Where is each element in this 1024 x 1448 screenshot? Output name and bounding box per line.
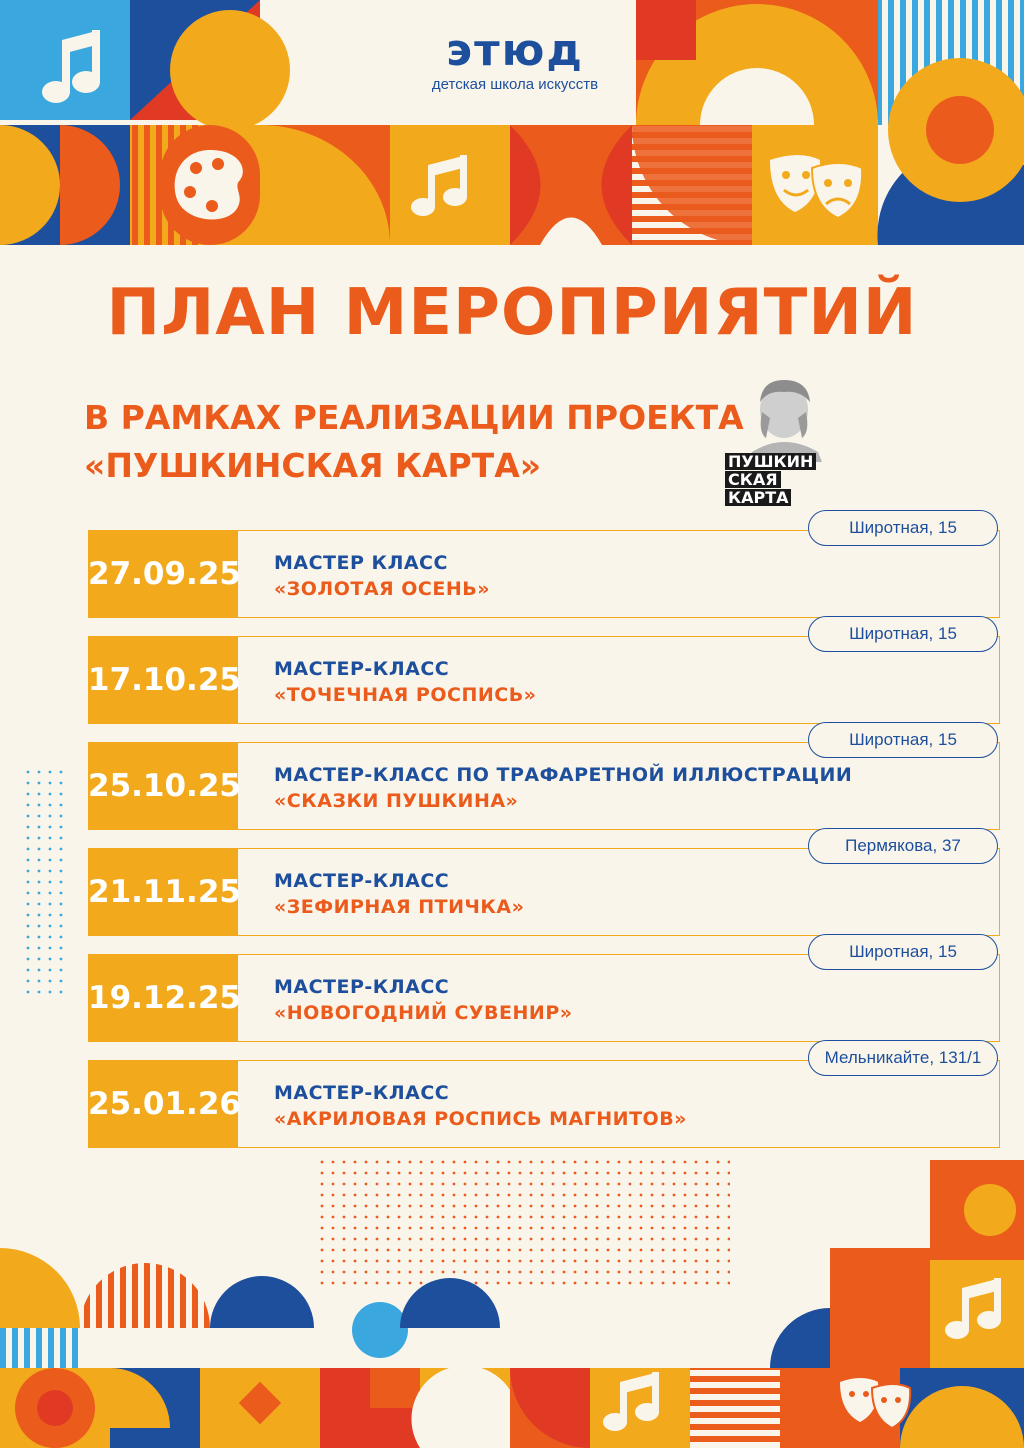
event-date: 27.09.25 [88, 530, 238, 618]
event-date: 19.12.25 [88, 954, 238, 1042]
event-row [88, 624, 1000, 724]
event-type: МАСТЕР-КЛАСС [274, 976, 450, 998]
event-type: МАСТЕР-КЛАСС [274, 658, 450, 680]
subtitle-line-1: В РАМКАХ РЕАЛИЗАЦИИ ПРОЕКТА [84, 398, 744, 437]
subtitle-line-2: «ПУШКИНСКАЯ КАРТА» [84, 446, 542, 485]
event-name: «СКАЗКИ ПУШКИНА» [274, 790, 519, 812]
pushkin-card-line-2: СКАЯ [725, 471, 781, 488]
event-row [88, 518, 1000, 618]
event-name: «ТОЧЕЧНАЯ РОСПИСЬ» [274, 684, 537, 706]
school-logo [400, 25, 630, 93]
event-type: МАСТЕР-КЛАСС ПО ТРАФАРЕТНОЙ ИЛЛЮСТРАЦИИ [274, 764, 853, 786]
logo-subtitle: детская школа искусств [431, 76, 599, 93]
event-row [88, 1048, 1000, 1148]
event-row [88, 836, 1000, 936]
event-name: «АКРИЛОВАЯ РОСПИСЬ МАГНИТОВ» [274, 1108, 687, 1130]
event-row [88, 730, 1000, 830]
page-title: ПЛАН МЕРОПРИЯТИЙ [106, 276, 918, 350]
dotted-grid-left [26, 770, 70, 1000]
event-location-badge: Пермякова, 37 [808, 828, 998, 864]
bottom-geometric-pattern [0, 1160, 1024, 1448]
logo-wordmark: этюд [446, 25, 584, 76]
event-name: «ЗОЛОТАЯ ОСЕНЬ» [274, 578, 490, 600]
event-date: 25.10.25 [88, 742, 238, 830]
event-location-badge: Широтная, 15 [808, 934, 998, 970]
event-location-badge: Широтная, 15 [808, 510, 998, 546]
event-type: МАСТЕР-КЛАСС [274, 1082, 450, 1104]
event-location-badge: Широтная, 15 [808, 616, 998, 652]
event-date: 21.11.25 [88, 848, 238, 936]
project-subtitle [84, 394, 744, 490]
pushkin-card-logo [725, 453, 857, 507]
event-name: «НОВОГОДНИЙ СУВЕНИР» [274, 1002, 573, 1024]
pushkin-card-line-3: КАРТА [725, 489, 791, 506]
pushkin-card-line-1: ПУШКИН [725, 453, 816, 470]
event-location-badge: Мельникайте, 131/1 [808, 1040, 998, 1076]
event-location-badge: Широтная, 15 [808, 722, 998, 758]
palette-icon [175, 150, 243, 219]
event-date: 17.10.25 [88, 636, 238, 724]
event-date: 25.01.26 [88, 1060, 238, 1148]
event-row [88, 942, 1000, 1042]
event-type: МАСТЕР КЛАСС [274, 552, 448, 574]
event-type: МАСТЕР-КЛАСС [274, 870, 450, 892]
event-name: «ЗЕФИРНАЯ ПТИЧКА» [274, 896, 525, 918]
